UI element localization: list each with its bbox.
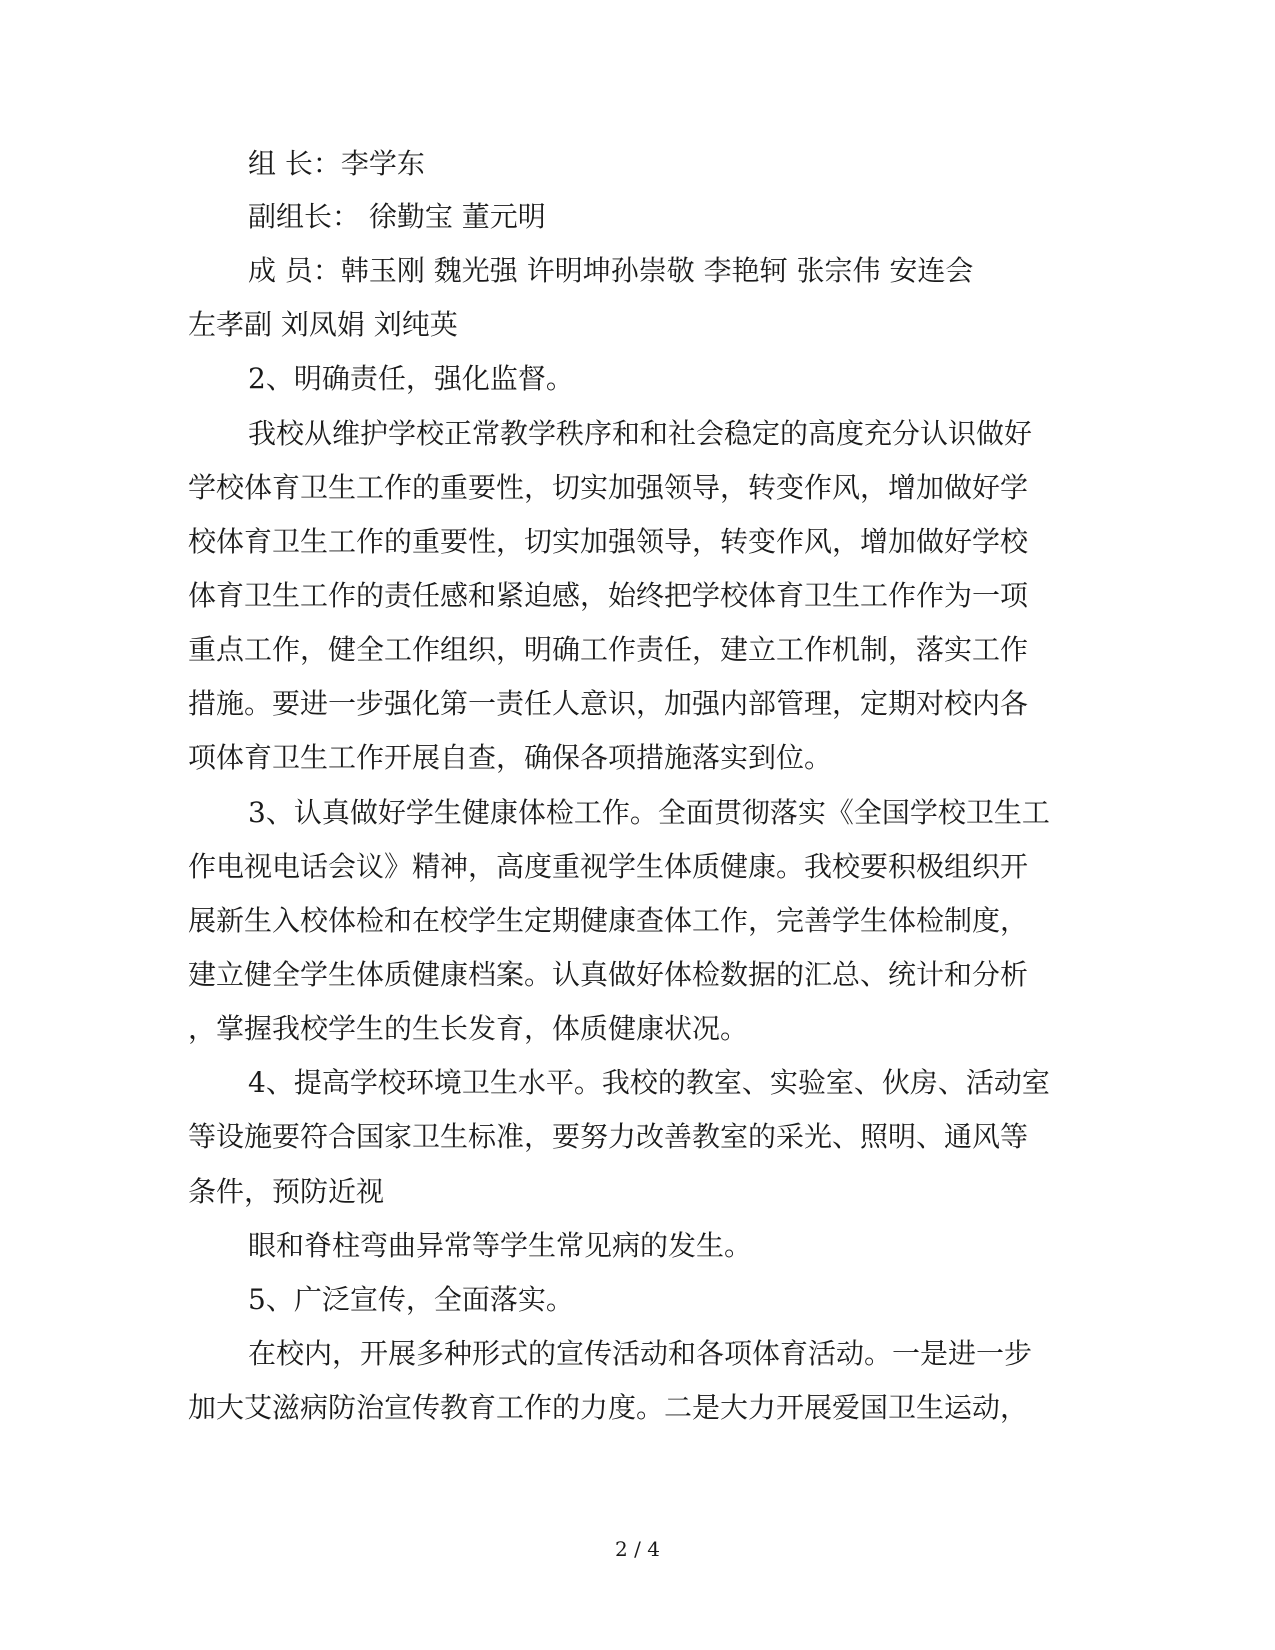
paragraph-line: 建立健全学生体质健康档案。认真做好体检数据的汇总、统计和分析 <box>188 958 1029 991</box>
section-heading-4: 4、提高学校环境卫生水平。我校的教室、实验室、伙房、活动室 <box>248 1066 1050 1099</box>
text-line-members-continued: 左孝副 刘凤娟 刘纯英 <box>188 308 458 341</box>
paragraph-line: 校体育卫生工作的重要性，切实加强领导，转变作风，增加做好学校 <box>188 525 1029 558</box>
paragraph-line: 眼和脊柱弯曲异常等学生常见病的发生。 <box>248 1229 753 1262</box>
paragraph-line: 等设施要符合国家卫生标准，要努力改善教室的采光、照明、通风等 <box>188 1120 1029 1153</box>
text-line-leader: 组 长：李学东 <box>248 147 425 180</box>
section-heading-5: 5、广泛宣传，全面落实。 <box>248 1283 574 1316</box>
paragraph-line: 作电视电话会议》精神，高度重视学生体质健康。我校要积极组织开 <box>188 850 1029 883</box>
paragraph-line: 在校内，开展多种形式的宣传活动和各项体育活动。一是进一步 <box>248 1337 1033 1370</box>
section-heading-2: 2、明确责任，强化监督。 <box>248 362 574 395</box>
paragraph-line: 加大艾滋病防治宣传教育工作的力度。二是大力开展爱国卫生运动， <box>188 1391 1029 1424</box>
paragraph-line: 条件，预防近视 <box>188 1175 385 1208</box>
paragraph-line: ，掌握我校学生的生长发育，体质健康状况。 <box>188 1012 749 1045</box>
paragraph-line: 我校从维护学校正常教学秩序和和社会稳定的高度充分认识做好 <box>248 417 1033 450</box>
page-number: 2 / 4 <box>615 1537 660 1561</box>
paragraph-line: 重点工作，健全工作组织，明确工作责任，建立工作机制，落实工作 <box>188 633 1029 666</box>
text-line-members: 成 员：韩玉刚 魏光强 许明坤孙崇敬 李艳轲 张宗伟 安连会 <box>248 254 974 287</box>
text-line-deputy-leader: 副组长： 徐勤宝 董元明 <box>248 200 546 233</box>
section-heading-3: 3、认真做好学生健康体检工作。全面贯彻落实《全国学校卫生工 <box>248 796 1050 829</box>
paragraph-line: 措施。要进一步强化第一责任人意识，加强内部管理，定期对校内各 <box>188 687 1029 720</box>
paragraph-line: 体育卫生工作的责任感和紧迫感，始终把学校体育卫生工作作为一项 <box>188 579 1029 612</box>
paragraph-line: 学校体育卫生工作的重要性，切实加强领导，转变作风，增加做好学 <box>188 471 1029 504</box>
paragraph-line: 项体育卫生工作开展自查，确保各项措施落实到位。 <box>188 741 833 774</box>
paragraph-line: 展新生入校体检和在校学生定期健康查体工作，完善学生体检制度， <box>188 904 1029 937</box>
